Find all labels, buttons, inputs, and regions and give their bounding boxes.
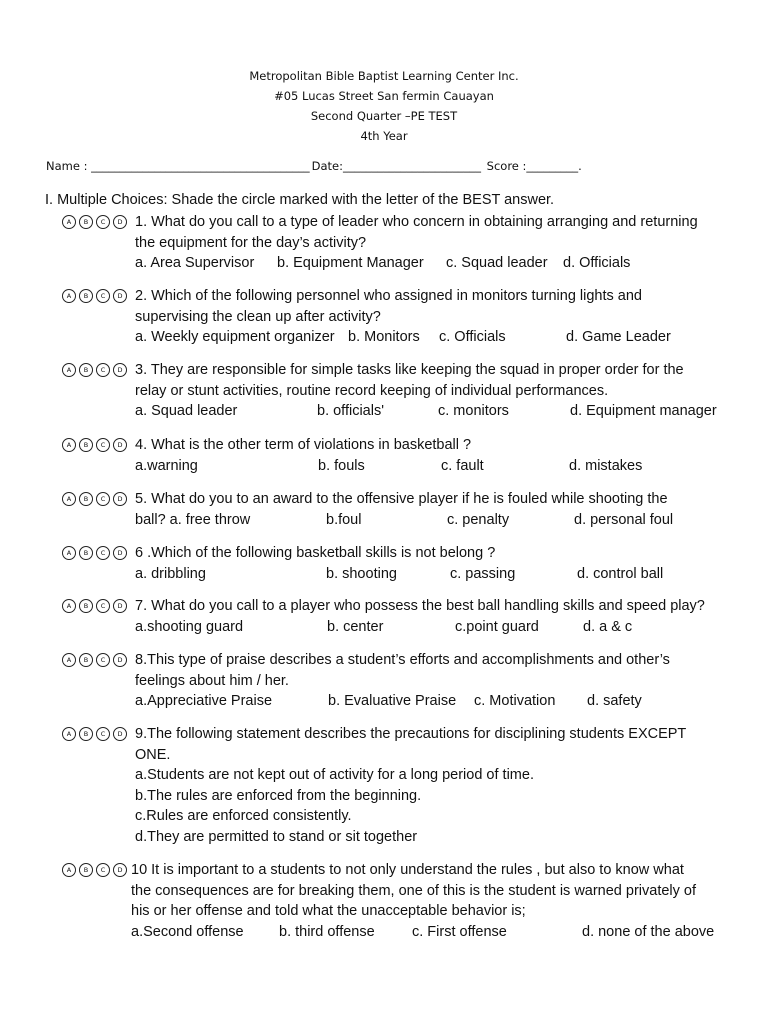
answer-option: d. safety: [587, 693, 642, 709]
answer-option: b.foul: [326, 511, 362, 528]
question-text-line: d.They are permitted to stand or sit together: [135, 828, 418, 845]
question-text-line: b.The rules are enforced from the beginning.: [135, 787, 422, 804]
answer-option: d. Officials: [563, 255, 631, 271]
question-text-line: 3. They are responsible for simple tasks like keeping the squad in proper order for the: [135, 362, 684, 378]
answer-option: b. third offense: [279, 923, 375, 940]
answer-bubble-b[interactable]: B: [79, 727, 93, 741]
answer-bubble-c[interactable]: C: [96, 546, 110, 560]
answer-option: b. Monitors: [348, 329, 420, 345]
answer-bubble-d[interactable]: D: [113, 653, 127, 667]
answer-option: c. fault: [441, 457, 484, 474]
answer-bubble-c[interactable]: C: [96, 653, 110, 667]
question-text-line: 10 It is important to a students to not only understand the rules , but also to know what: [131, 862, 684, 878]
answer-bubble-a[interactable]: A: [62, 363, 76, 377]
question-text-line: the consequences are for breaking them, one of this is the student is warned privately of: [131, 882, 697, 899]
answer-bubble-a[interactable]: A: [62, 863, 76, 877]
answer-option: d. mistakes: [569, 457, 643, 474]
answer-bubble-d[interactable]: D: [113, 863, 127, 877]
answer-bubbles: [62, 363, 127, 377]
answer-option: a. dribbling: [135, 565, 206, 582]
answer-bubble-d[interactable]: D: [113, 727, 127, 741]
answer-option: c. Officials: [439, 329, 506, 345]
question-text-line: feelings about him / her.: [135, 672, 289, 689]
question-text-line: c.Rules are enforced consistently.: [135, 808, 352, 824]
answer-option: c. Motivation: [474, 693, 556, 709]
answer-option: a. Weekly equipment organizer: [135, 329, 335, 345]
answer-option: d. Equipment manager: [570, 403, 717, 419]
answer-bubble-d[interactable]: D: [113, 215, 127, 229]
answer-bubble-d[interactable]: D: [113, 492, 127, 506]
answer-bubble-c[interactable]: C: [96, 599, 110, 613]
answer-bubble-b[interactable]: B: [79, 863, 93, 877]
answer-bubbles: [62, 599, 127, 613]
question-text-line: relay or stunt activities, routine record keeping of individual performances.: [135, 382, 609, 399]
answer-option: b. fouls: [318, 457, 365, 474]
instructions: I. Multiple Choices: Shade the circle marked with the letter of the BEST answer.: [45, 192, 555, 208]
name-field[interactable]: Name : ______________________________________: [46, 159, 310, 173]
answer-bubble-c[interactable]: C: [96, 289, 110, 303]
school-name: Metropolitan Bible Baptist Learning Center Inc.: [249, 69, 519, 83]
answer-bubble-b[interactable]: B: [79, 289, 93, 303]
answer-option: b. Equipment Manager: [277, 255, 424, 271]
answer-option: b. shooting: [326, 565, 397, 582]
answer-bubble-a[interactable]: A: [62, 599, 76, 613]
answer-bubble-c[interactable]: C: [96, 863, 110, 877]
answer-option: a.Appreciative Praise: [135, 693, 273, 709]
question-text-line: ONE.: [135, 746, 171, 763]
answer-bubble-a[interactable]: A: [62, 727, 76, 741]
answer-bubble-b[interactable]: B: [79, 215, 93, 229]
question-text-line: 4. What is the other term of violations in basketball ?: [135, 437, 472, 453]
score-field[interactable]: Score :_________.: [483, 159, 582, 173]
answer-option: b. officials': [317, 403, 384, 419]
answer-bubble-d[interactable]: D: [113, 599, 127, 613]
answer-option: c. monitors: [438, 403, 509, 419]
answer-bubble-b[interactable]: B: [79, 546, 93, 560]
answer-bubble-b[interactable]: B: [79, 599, 93, 613]
question-text-line: the equipment for the day’s activity?: [135, 234, 367, 251]
answer-bubble-d[interactable]: D: [113, 438, 127, 452]
answer-bubble-a[interactable]: A: [62, 492, 76, 506]
answer-bubble-d[interactable]: D: [113, 363, 127, 377]
answer-option: a. Area Supervisor: [135, 255, 255, 271]
answer-option: d. Game Leader: [566, 329, 671, 345]
answer-bubbles: [62, 438, 127, 452]
answer-option: d. personal foul: [574, 511, 674, 528]
answer-bubble-a[interactable]: A: [62, 289, 76, 303]
answer-bubble-b[interactable]: B: [79, 492, 93, 506]
answer-option: a.shooting guard: [135, 618, 244, 635]
question-text-line: supervising the clean up after activity?: [135, 308, 381, 325]
answer-option: d. none of the above: [582, 923, 715, 940]
student-info-line: [46, 159, 584, 173]
answer-bubbles: [62, 727, 127, 741]
answer-option: c. Squad leader: [446, 255, 548, 271]
answer-option: d. control ball: [577, 565, 664, 582]
year-level: 4th Year: [360, 129, 408, 143]
answer-bubble-c[interactable]: C: [96, 215, 110, 229]
school-address: #05 Lucas Street San fermin Cauayan: [274, 89, 494, 103]
question-text-line: 5. What do you to an award to the offensive player if he is fouled while shooting the: [135, 491, 668, 507]
question-text-line: a.Students are not kept out of activity for a long period of time.: [135, 767, 534, 783]
answer-bubble-d[interactable]: D: [113, 289, 127, 303]
question-text-line: his or her offense and told what the unacceptable behavior is;: [131, 903, 526, 919]
test-title: Second Quarter –PE TEST: [310, 109, 458, 123]
question-text-line: 7. What do you call to a player who possess the best ball handling skills and speed play?: [135, 598, 705, 614]
answer-bubble-b[interactable]: B: [79, 438, 93, 452]
answer-bubbles: [62, 289, 127, 303]
question-text-line: 1. What do you call to a type of leader who concern in obtaining arranging and returning: [135, 214, 698, 230]
answer-bubbles: [62, 215, 127, 229]
question-text-line: 8.This type of praise describes a student’s efforts and accomplishments and other’s: [135, 652, 670, 668]
answer-bubble-a[interactable]: A: [62, 215, 76, 229]
date-field[interactable]: Date:________________________: [311, 159, 481, 173]
question-text-line: 9.The following statement describes the precautions for disciplining students EXCEPT: [135, 726, 687, 742]
answer-option: d. a & c: [583, 618, 633, 635]
question-text-line: ball? a. free throw: [135, 511, 251, 528]
answer-bubble-c[interactable]: C: [96, 727, 110, 741]
answer-bubble-a[interactable]: A: [62, 438, 76, 452]
answer-bubble-c[interactable]: C: [96, 438, 110, 452]
answer-bubble-b[interactable]: B: [79, 363, 93, 377]
question-text-line: 6 .Which of the following basketball skills is not belong ?: [135, 545, 496, 561]
answer-option: a. Squad leader: [135, 403, 238, 419]
answer-bubble-a[interactable]: A: [62, 546, 76, 560]
answer-bubbles: [62, 653, 127, 667]
answer-option: a.warning: [135, 457, 198, 474]
answer-bubble-b[interactable]: B: [79, 653, 93, 667]
answer-bubble-c[interactable]: C: [96, 363, 110, 377]
question-text-line: 2. Which of the following personnel who assigned in monitors turning lights and: [135, 288, 642, 304]
answer-option: c. First offense: [412, 923, 507, 940]
answer-bubble-a[interactable]: A: [62, 653, 76, 667]
answer-option: a.Second offense: [131, 923, 244, 940]
answer-bubbles: [62, 863, 127, 877]
answer-bubble-d[interactable]: D: [113, 546, 127, 560]
document-header: [0, 66, 768, 146]
answer-bubbles: [62, 546, 127, 560]
answer-bubble-c[interactable]: C: [96, 492, 110, 506]
answer-option: c.point guard: [455, 618, 539, 635]
answer-option: c. passing: [450, 565, 516, 582]
answer-option: c. penalty: [447, 511, 510, 528]
answer-option: b. Evaluative Praise: [328, 693, 457, 709]
answer-bubbles: [62, 492, 127, 506]
answer-option: b. center: [327, 618, 384, 635]
